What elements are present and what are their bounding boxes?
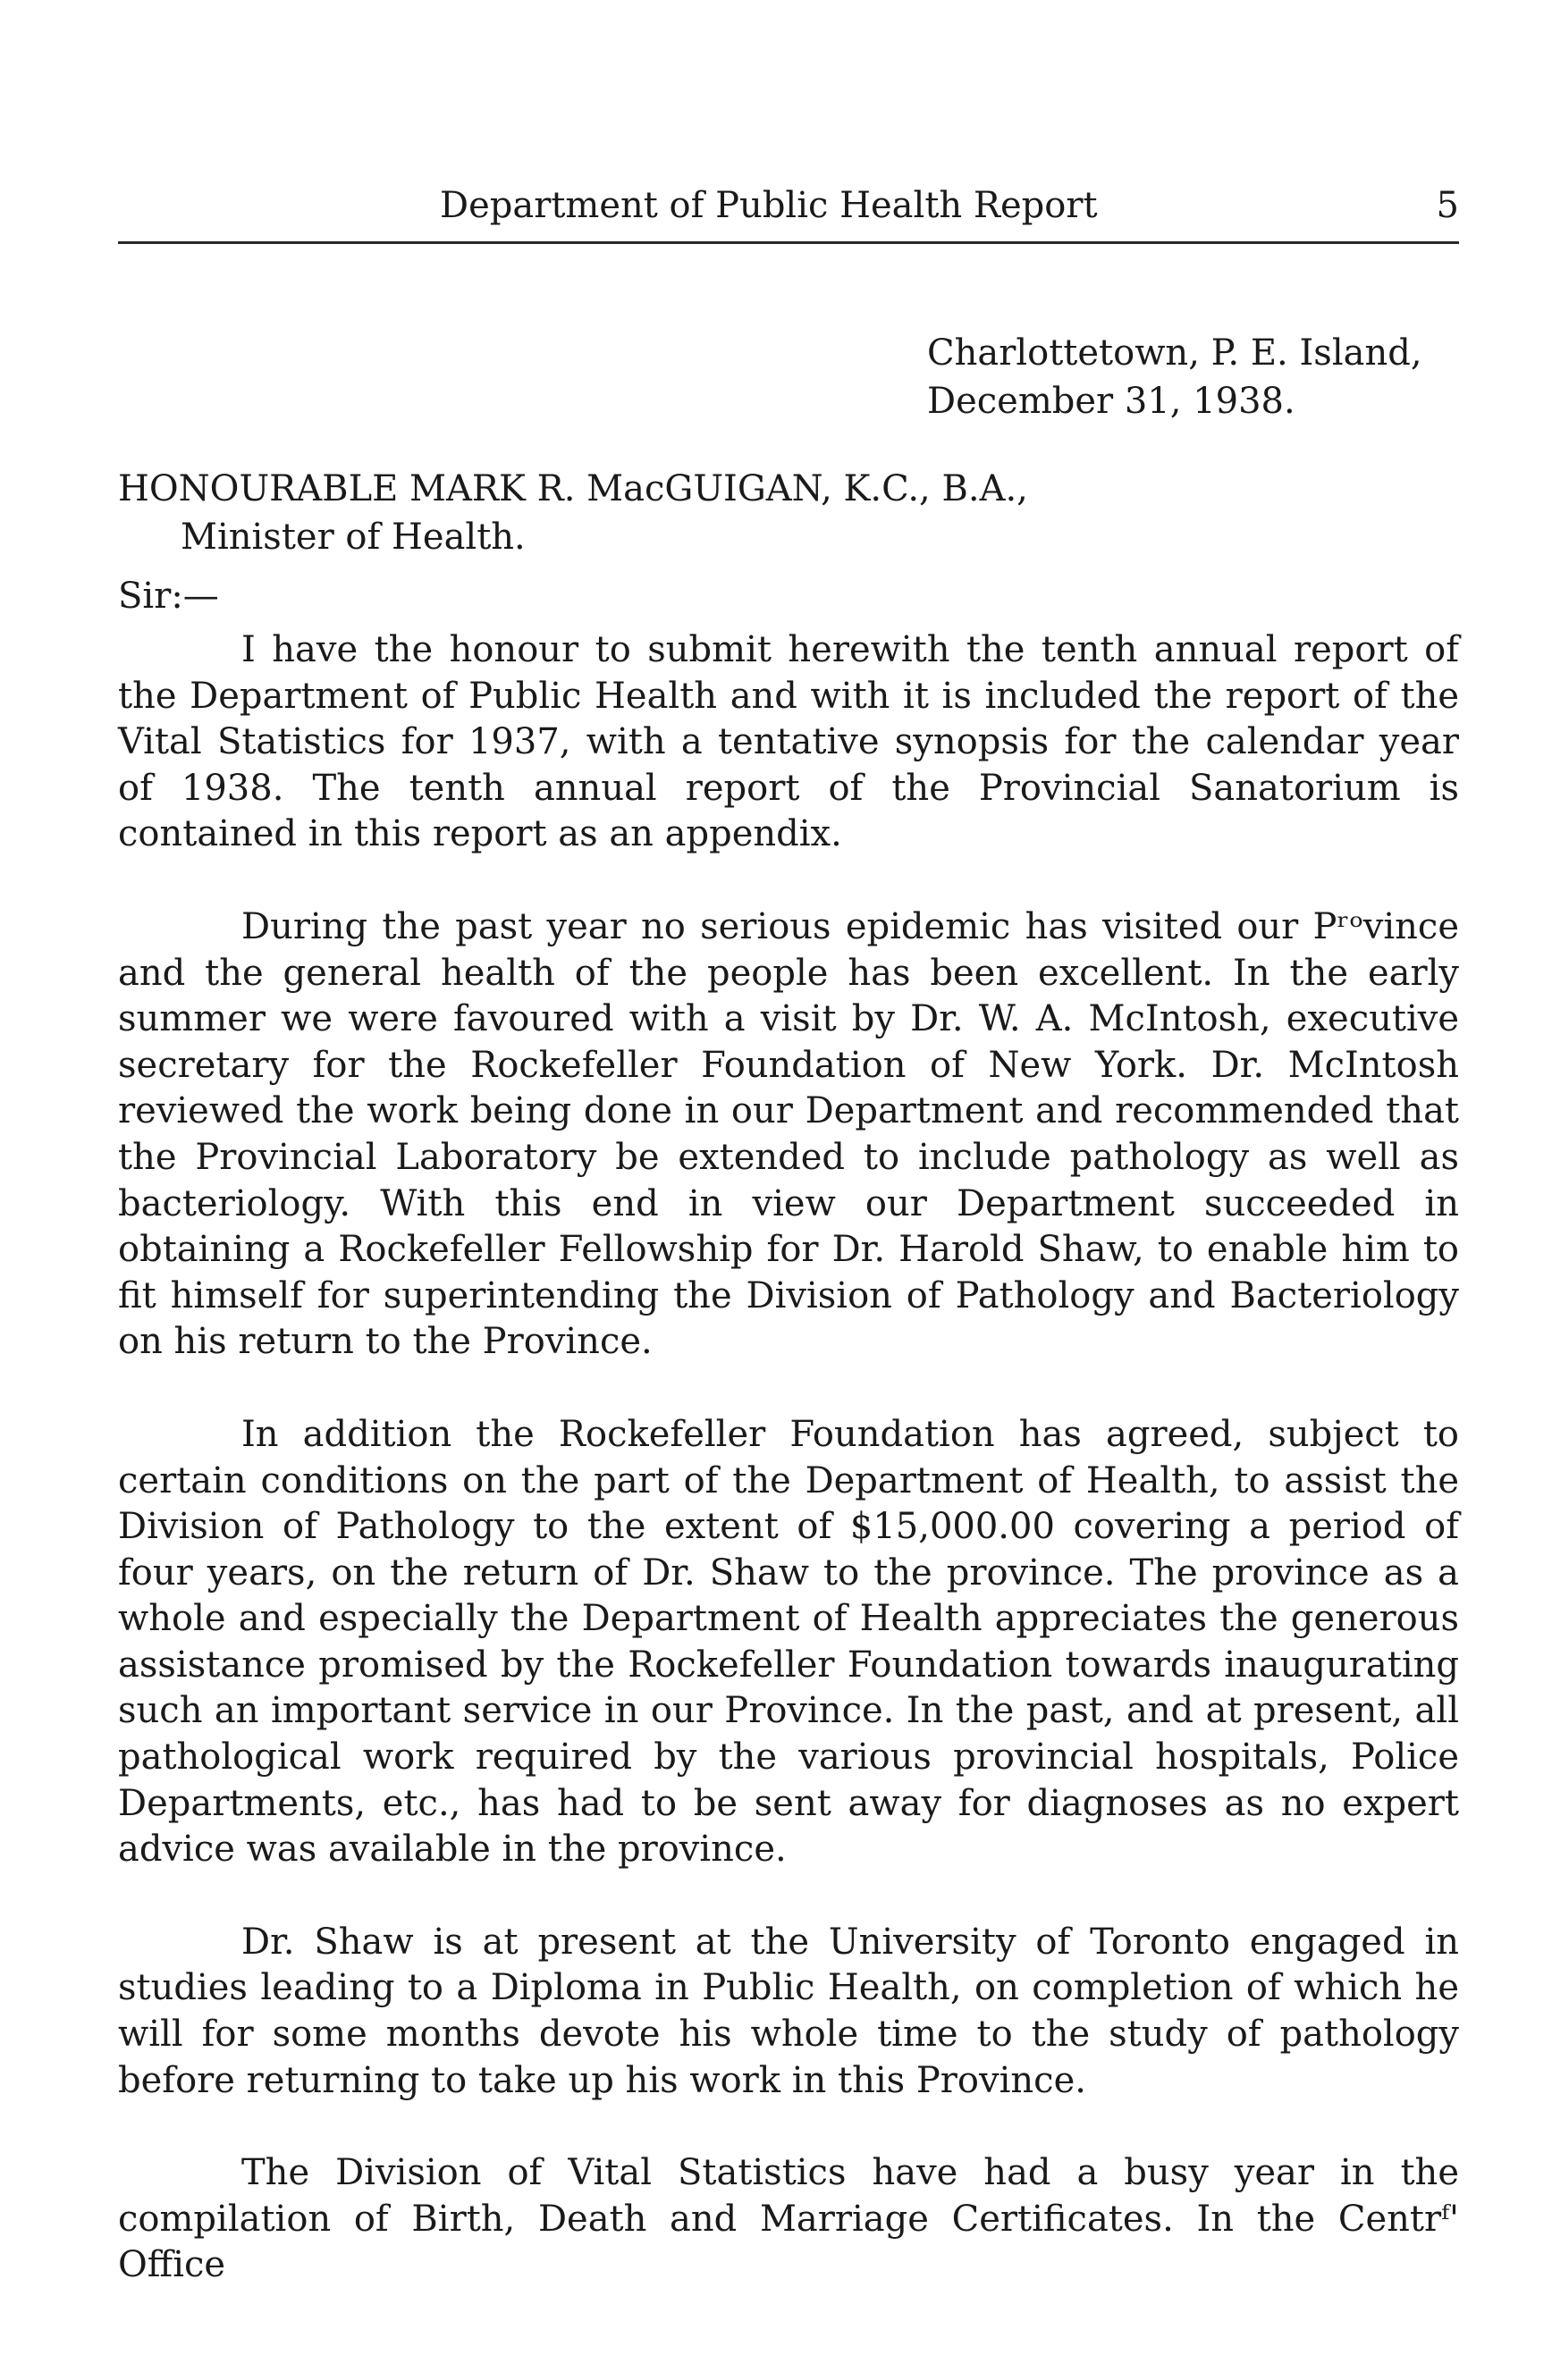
body-paragraph: In addition the Rockefeller Foundation has agreed, subject to certain conditions on the part of the Department of Health, to assist the Division of Pathology to the extent of $15,000.00 covering a period of four years, on the return of Dr. Shaw to the province. The province as a whole and especially the Department of Health appreciates the generous assistance promised by the Rockefeller Foundation towards inaugurating such an important service in our Province. In the past, and at present, all pathological work required by the various provincial hospitals, Police Departments, etc., has had to be sent away for diagnoses as no expert advice was available in the province.: [118, 1413, 1459, 1871]
body-paragraph: Dr. Shaw is at present at the University of Toronto engaged in studies leading to a Diploma in Public Health, on completion of which he will for some months devote his whole time to the study of pathology before returning to take up his work in this Province.: [118, 1921, 1459, 2101]
letter-place: Charlottetown, P. E. Island,: [927, 332, 1422, 374]
running-header: [118, 179, 1459, 232]
letter-body: [118, 627, 1459, 2335]
page-number: 5: [1436, 185, 1459, 226]
body-paragraph: The Division of Vital Statistics have had a busy year in the compilation of Birth, Death and Marriage Certificates. In the Centrᶠ' Office: [118, 2152, 1459, 2286]
addressee-title: Minister of Health.: [181, 517, 526, 558]
body-paragraph: During the past year no serious epidemic has visited our Pʳᵒvince and the general health of the people has been excellent. In the early summer we were favoured with a visit by Dr. W. A. McIntosh, executive secretary for the Rockefeller Foundation of New York. Dr. McIntosh reviewed the work being done in our Department and recommended that the Provincial Laboratory be extended to include pathology as well as bacteriology. With this end in view our Department succeeded in obtaining a Rockefeller Fellowship for Dr. Harold Shaw, to enable him to fit himself for superintending the Division of Pathology and Bacteriology on his return to the Province.: [118, 905, 1459, 1363]
salutation: Sir:—: [118, 576, 219, 617]
header-rule: [118, 241, 1459, 244]
addressee-name: HONOURABLE MARK R. MacGUIGAN, K.C., B.A.,: [118, 468, 1028, 509]
running-title: Department of Public Health Report: [440, 185, 1098, 226]
addressee-block: [118, 465, 1028, 561]
body-paragraph: I have the honour to submit herewith the tenth annual report of the Department of Public Health and with it is included the report of the Vital Statistics for 1937, with a tentative synopsis for the calendar year of 1938. The tenth annual report of the Provincial Sanatorium is contained in this report as an appendix.: [118, 629, 1459, 855]
place-date-block: [927, 329, 1422, 425]
letter-date: December 31, 1938.: [927, 381, 1295, 422]
